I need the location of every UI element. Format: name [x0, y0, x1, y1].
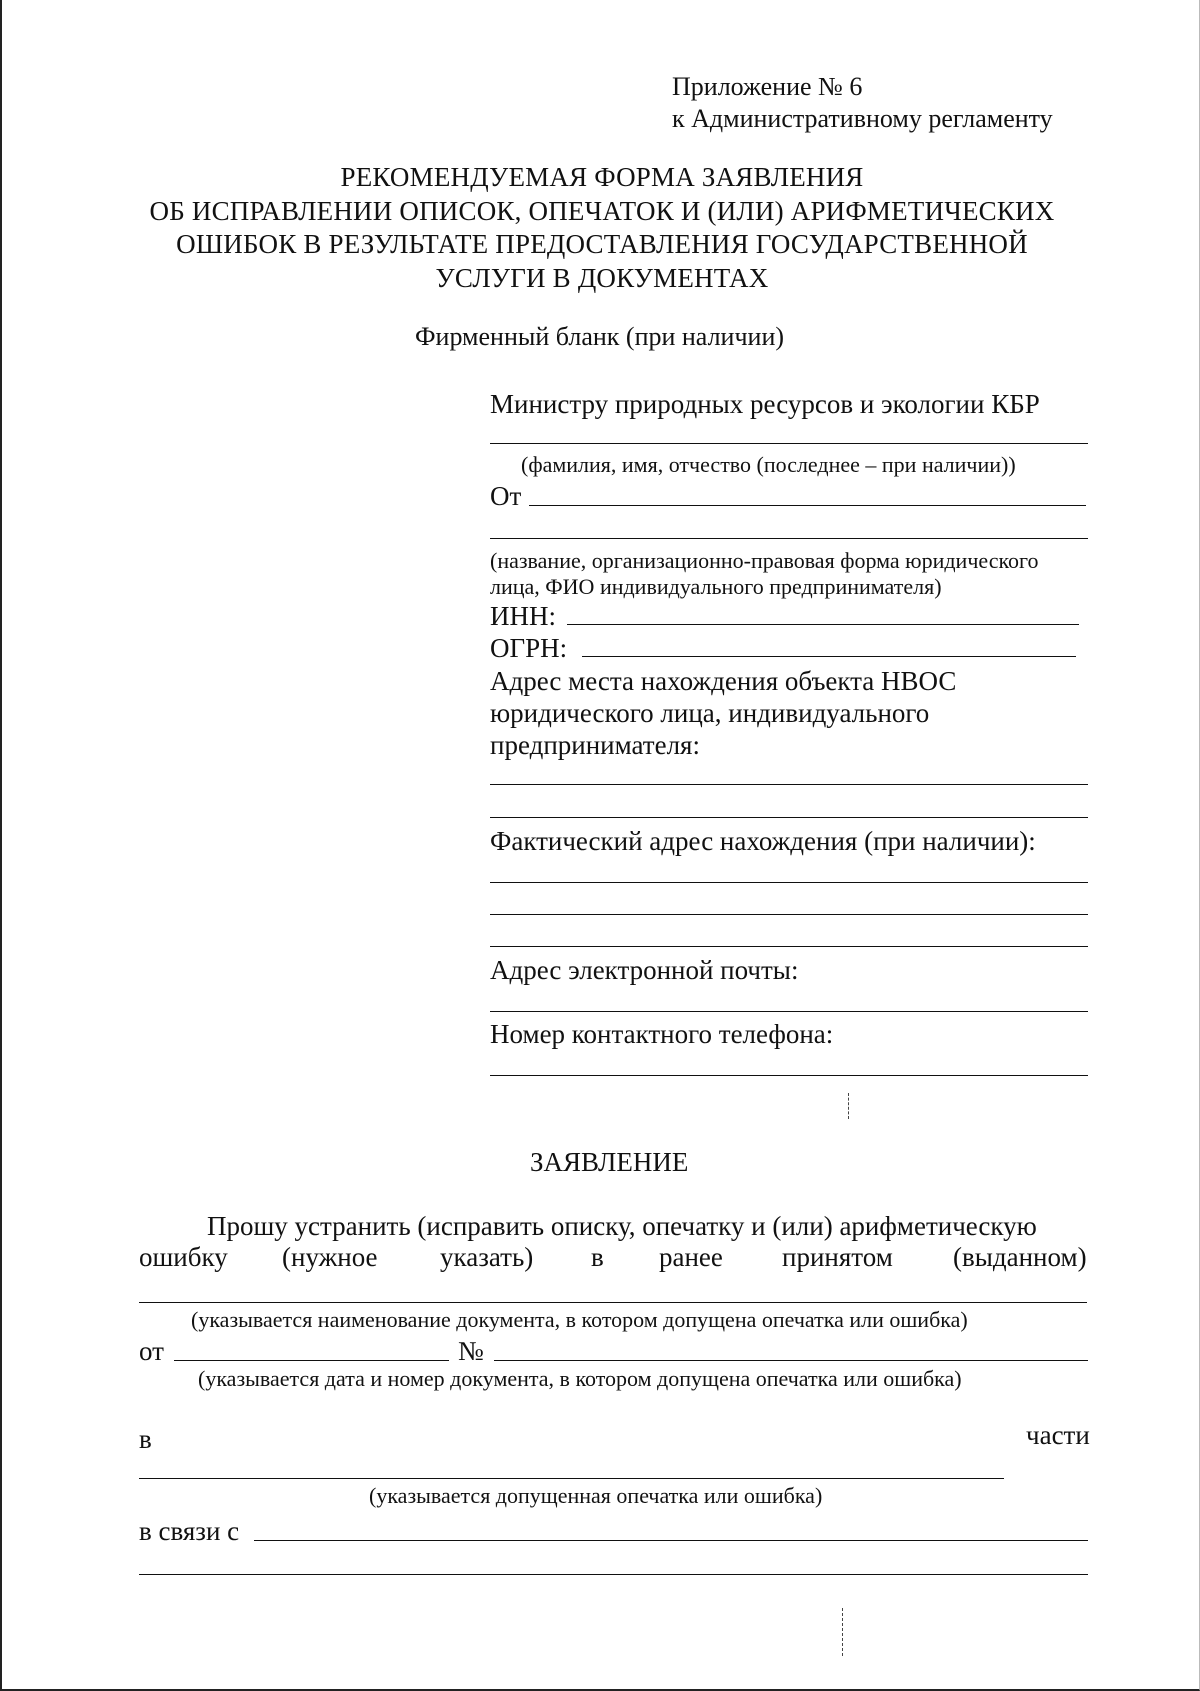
inn-field-line[interactable] [567, 624, 1079, 625]
address-label-line-1: Адрес места нахождения объекта НВОС [490, 666, 957, 696]
addressee-minister: Министру природных ресурсов и экологии КБР [490, 389, 1040, 419]
form-title-line-4: УСЛУГИ В ДОКУМЕНТАХ [435, 263, 769, 293]
statement-word-6: принятом [782, 1242, 893, 1272]
statement-word-5: ранее [659, 1242, 723, 1272]
ogrn-field-line[interactable] [582, 656, 1076, 657]
actual-address-line-1[interactable] [490, 882, 1088, 883]
appendix-number: Приложение № 6 [672, 72, 863, 101]
email-label: Адрес электронной почты: [490, 955, 799, 985]
statement-word-4: в [591, 1242, 604, 1272]
actual-address-line-3[interactable] [490, 946, 1088, 947]
actual-address-label: Фактический адрес нахождения (при наличии): [490, 826, 1036, 856]
scan-mark [848, 1093, 849, 1119]
actual-address-line-2[interactable] [490, 914, 1088, 915]
address-label-line-2: юридического лица, индивидуального [490, 698, 930, 728]
document-name-line[interactable] [139, 1302, 1087, 1303]
from-label: От [490, 481, 522, 511]
address-label-line-3: предпринимателя: [490, 730, 700, 760]
error-text-line[interactable] [139, 1478, 1004, 1479]
inn-label: ИНН: [490, 601, 556, 631]
part-label: части [1026, 1420, 1090, 1450]
doc-date-label: от [139, 1336, 164, 1366]
org-hint-line-1: (название, организационно-правовая форма юридического [490, 548, 1039, 573]
error-hint: (указывается допущенная опечатка или ошибка) [369, 1483, 823, 1508]
form-title-line-1: РЕКОМЕНДУЕМАЯ ФОРМА ЗАЯВЛЕНИЯ [340, 162, 864, 192]
doc-number-label: № [458, 1336, 484, 1366]
addressee-name-hint: (фамилия, имя, отчество (последнее – при наличии)) [521, 452, 1016, 477]
document-name-hint: (указывается наименование документа, в котором допущена опечатка или ошибка) [191, 1307, 968, 1332]
date-number-hint: (указывается дата и номер документа, в котором допущена опечатка или ошибка) [198, 1366, 962, 1391]
letterhead-note: Фирменный бланк (при наличии) [415, 322, 785, 351]
statement-word-3: указать) [440, 1242, 534, 1272]
from-line[interactable] [529, 505, 1086, 506]
statement-heading: ЗАЯВЛЕНИЕ [530, 1147, 689, 1177]
appendix-regulation: к Административному регламенту [672, 104, 1053, 133]
statement-word-7: (выданном) [953, 1242, 1087, 1272]
ogrn-label: ОГРН: [490, 633, 568, 663]
address-line-1[interactable] [490, 784, 1088, 785]
statement-body-line-1: Прошу устранить (исправить описку, опечатку и (или) арифметическую [207, 1211, 1037, 1241]
statement-word-1: ошибку [139, 1242, 228, 1272]
address-line-2[interactable] [490, 817, 1088, 818]
scan-mark-bottom [842, 1608, 843, 1656]
doc-number-line[interactable] [494, 1360, 1088, 1361]
form-title-line-3: ОШИБОК В РЕЗУЛЬТАТЕ ПРЕДОСТАВЛЕНИЯ ГОСУДАРСТВЕННОЙ [176, 229, 1028, 259]
from-line-2[interactable] [490, 538, 1088, 539]
phone-field-line[interactable] [490, 1075, 1088, 1076]
reason-line-2[interactable] [139, 1574, 1088, 1575]
addressee-name-line[interactable] [490, 443, 1088, 444]
reason-line-1[interactable] [254, 1540, 1088, 1541]
phone-label: Номер контактного телефона: [490, 1019, 834, 1049]
in-part-label: в [139, 1424, 152, 1454]
email-field-line[interactable] [490, 1011, 1088, 1012]
form-title-line-2: ОБ ИСПРАВЛЕНИИ ОПИСОК, ОПЕЧАТОК И (ИЛИ) АРИФМЕТИЧЕСКИХ [149, 196, 1055, 226]
reason-label: в связи с [139, 1516, 240, 1546]
statement-word-2: (нужное [282, 1242, 378, 1272]
org-hint-line-2: лица, ФИО индивидуального предпринимателя) [490, 574, 942, 599]
doc-date-line[interactable] [174, 1360, 449, 1361]
